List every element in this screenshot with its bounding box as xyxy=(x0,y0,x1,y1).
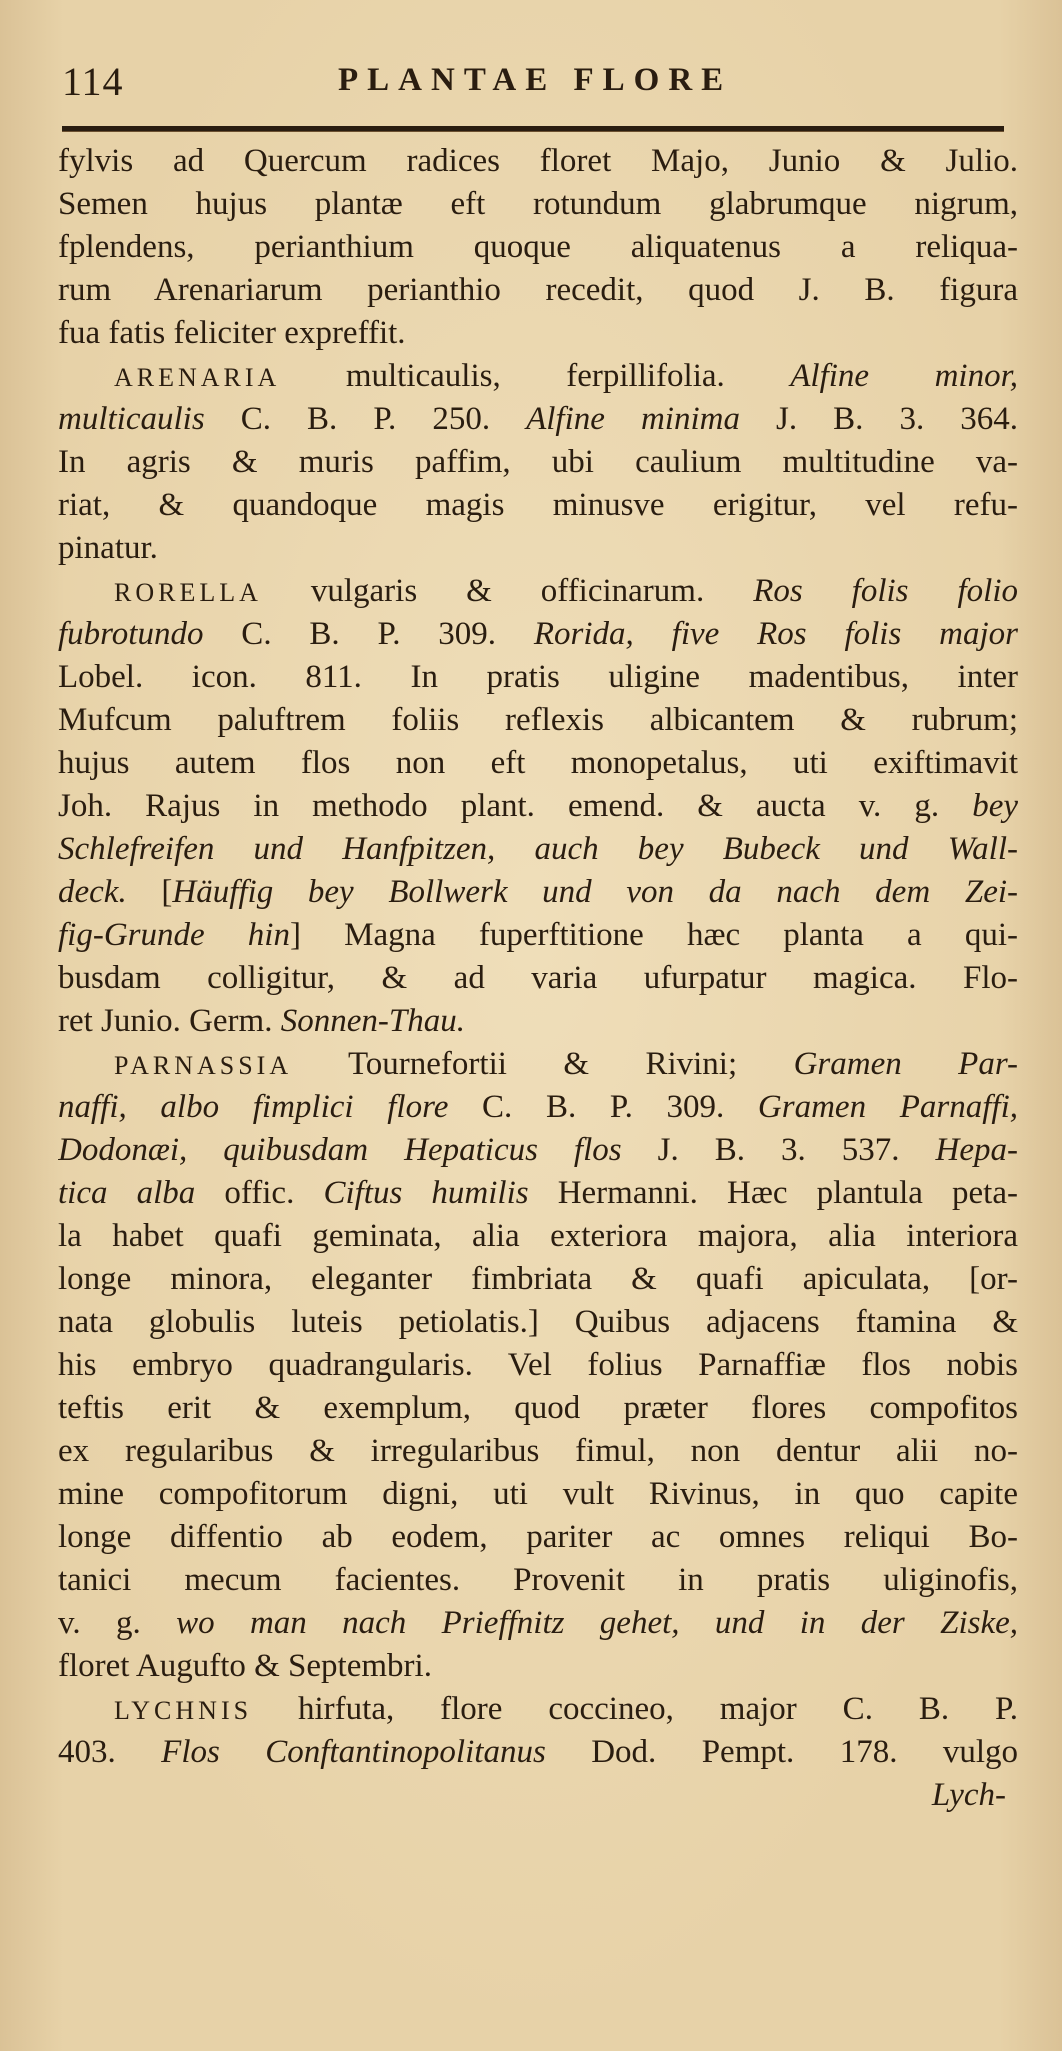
text-line xyxy=(58,226,1018,269)
text-line xyxy=(58,1000,1018,1043)
catchword xyxy=(58,1774,1018,1817)
text-run: Mufcum paluftrem foliis reflexis albicantem & rubrum; xyxy=(58,702,1018,738)
text-line xyxy=(58,1086,1018,1129)
text-line xyxy=(58,1344,1018,1387)
italic-text: Sonnen-Thau. xyxy=(280,1003,465,1039)
text-line xyxy=(58,355,1018,398)
text-line xyxy=(58,1043,1018,1086)
italic-text: Ros folis folio xyxy=(753,573,1018,609)
text-line xyxy=(58,613,1018,656)
italic-text: Alfine minor, xyxy=(790,358,1018,394)
text-line xyxy=(58,1129,1018,1172)
genus-name: ARENARIA xyxy=(114,363,281,392)
italic-text: fubrotundo xyxy=(58,616,204,652)
text-line xyxy=(58,1387,1018,1430)
text-line xyxy=(58,1215,1018,1258)
text-run: 403. xyxy=(58,1734,162,1770)
text-run: rum Arenariarum perianthio recedit, quod J. B. figura xyxy=(58,272,1018,308)
text-run: Dod. Pempt. 178. vulgo xyxy=(545,1734,1018,1770)
text-run: mine compofitorum digni, uti vult Rivinus, in quo capite xyxy=(58,1476,1018,1512)
text-run: ret Junio. Germ. xyxy=(58,1003,281,1039)
text-line xyxy=(58,1301,1018,1344)
text-line xyxy=(58,1473,1018,1516)
text-line xyxy=(58,1688,1018,1731)
text-run: C. B. P. 250. xyxy=(204,401,527,437)
text-run: J. B. 3. 537. xyxy=(621,1132,936,1168)
text-line xyxy=(58,742,1018,785)
italic-text: Gramen Parnaffi, xyxy=(757,1089,1018,1125)
text-line xyxy=(58,140,1018,183)
text-run: floret Augufto & Septembri. xyxy=(58,1648,432,1684)
text-run: teftis erit & exemplum, quod præter flores compofitos xyxy=(58,1390,1018,1426)
text-run: Tournefortii & Rivini; xyxy=(292,1046,794,1082)
text-line xyxy=(58,570,1018,613)
italic-text: multicaulis xyxy=(58,401,205,437)
text-line xyxy=(58,1559,1018,1602)
text-line xyxy=(58,1645,1018,1688)
italic-text: fig-Grunde hin xyxy=(58,917,290,953)
text-run: longe minora, eleganter fimbriata & quafi apiculata, [or- xyxy=(58,1261,1018,1297)
text-run: nata globulis luteis petiolatis.] Quibus adjacens ftamina & xyxy=(58,1304,1018,1340)
text-line xyxy=(58,1602,1018,1645)
italic-text: Gramen Par- xyxy=(793,1046,1018,1082)
text-line xyxy=(58,699,1018,742)
running-title: PLANTAE FLORE xyxy=(338,62,733,98)
text-run: [ xyxy=(126,874,173,910)
text-run: Hermanni. Hæc plantula peta- xyxy=(528,1175,1018,1211)
text-run: fylvis ad Quercum radices floret Majo, Junio & Julio. xyxy=(58,143,1018,179)
text-line xyxy=(58,269,1018,312)
body-text xyxy=(58,140,1018,1817)
text-run: tanici mecum facientes. Provenit in pratis uliginofis, xyxy=(58,1562,1018,1598)
text-run: In agris & muris paffim, ubi caulium multitudine va- xyxy=(58,444,1018,480)
text-run: v. g. xyxy=(58,1605,177,1641)
text-run: J. B. 3. 364. xyxy=(739,401,1018,437)
text-line xyxy=(58,398,1018,441)
text-run: hirfuta, flore coccineo, major C. B. P. xyxy=(252,1691,1018,1727)
text-line xyxy=(58,527,1018,570)
text-run: C. B. P. 309. xyxy=(203,616,534,652)
genus-name: RORELLA xyxy=(114,578,262,607)
text-run: multicaulis, ferpillifolia. xyxy=(280,358,791,394)
text-line xyxy=(58,1430,1018,1473)
genus-name: LYCHNIS xyxy=(114,1696,253,1725)
text-run: riat, & quandoque magis minusve erigitur, vel refu- xyxy=(58,487,1018,523)
text-run: Joh. Rajus in methodo plant. emend. & aucta v. g. xyxy=(58,788,973,824)
italic-text: Flos Conftantinopolitanus xyxy=(161,1734,546,1770)
text-run: ex regularibus & irregularibus fimul, non dentur alii no- xyxy=(58,1433,1018,1469)
text-run: vulgaris & officinarum. xyxy=(261,573,754,609)
text-line xyxy=(58,914,1018,957)
text-run: Lobel. icon. 811. In pratis uligine madentibus, inter xyxy=(58,659,1018,695)
text-line xyxy=(58,871,1018,914)
italic-text: wo man nach Prieffnitz gehet, und in der Ziske, xyxy=(176,1605,1018,1641)
text-run: hujus autem flos non eft monopetalus, uti exiftimavit xyxy=(58,745,1018,781)
text-line xyxy=(58,828,1018,871)
text-line xyxy=(58,1172,1018,1215)
text-run: fua fatis feliciter expreffit. xyxy=(58,315,406,351)
text-run: fplendens, perianthium quoque aliquatenus a reliqua- xyxy=(58,229,1018,265)
italic-text: Häuffig bey Bollwerk und von da nach dem Zei- xyxy=(172,874,1018,910)
text-line xyxy=(58,441,1018,484)
text-run: his embryo quadrangularis. Vel folius Parnaffiæ flos nobis xyxy=(58,1347,1018,1383)
text-line xyxy=(58,1258,1018,1301)
text-line xyxy=(58,312,1018,355)
genus-name: PARNASSIA xyxy=(114,1051,293,1080)
italic-text: Alfine minima xyxy=(526,401,740,437)
text-line xyxy=(58,957,1018,1000)
italic-text: Hepa- xyxy=(935,1132,1018,1168)
text-line xyxy=(58,656,1018,699)
text-run: Semen hujus plantæ eft rotundum glabrumque nigrum, xyxy=(58,186,1018,222)
text-run: offic. xyxy=(195,1175,324,1211)
text-line xyxy=(58,1731,1018,1774)
text-line xyxy=(58,183,1018,226)
italic-text: Rorida, five Ros folis major xyxy=(533,616,1018,652)
italic-text: Dodonæi, quibusdam Hepaticus flos xyxy=(58,1132,622,1168)
italic-text: Ciftus humilis xyxy=(323,1175,529,1211)
italic-text: Schlefreifen und Hanfpitzen, auch bey Bubeck und Wall- xyxy=(58,831,1018,867)
header-rule xyxy=(62,126,1004,132)
page-number: 114 xyxy=(62,59,124,104)
text-run: la habet quafi geminata, alia exteriora majora, alia interiora xyxy=(58,1218,1018,1254)
running-header xyxy=(62,52,1012,112)
catchword-text: Lych- xyxy=(931,1777,1006,1813)
italic-text: naffi, albo fimplici flore xyxy=(58,1089,449,1125)
text-line xyxy=(58,1516,1018,1559)
text-line xyxy=(58,785,1018,828)
text-run: C. B. P. 309. xyxy=(448,1089,758,1125)
text-line xyxy=(58,484,1018,527)
italic-text: deck. xyxy=(58,874,127,910)
text-run: longe diffentio ab eodem, pariter ac omnes reliqui Bo- xyxy=(58,1519,1018,1555)
text-run: ] Magna fuperftitione hæc planta a qui- xyxy=(289,917,1018,953)
italic-text: tica alba xyxy=(58,1175,196,1211)
text-run: busdam colligitur, & ad varia ufurpatur magica. Flo- xyxy=(58,960,1018,996)
italic-text: bey xyxy=(972,788,1018,824)
text-run: pinatur. xyxy=(58,530,158,566)
